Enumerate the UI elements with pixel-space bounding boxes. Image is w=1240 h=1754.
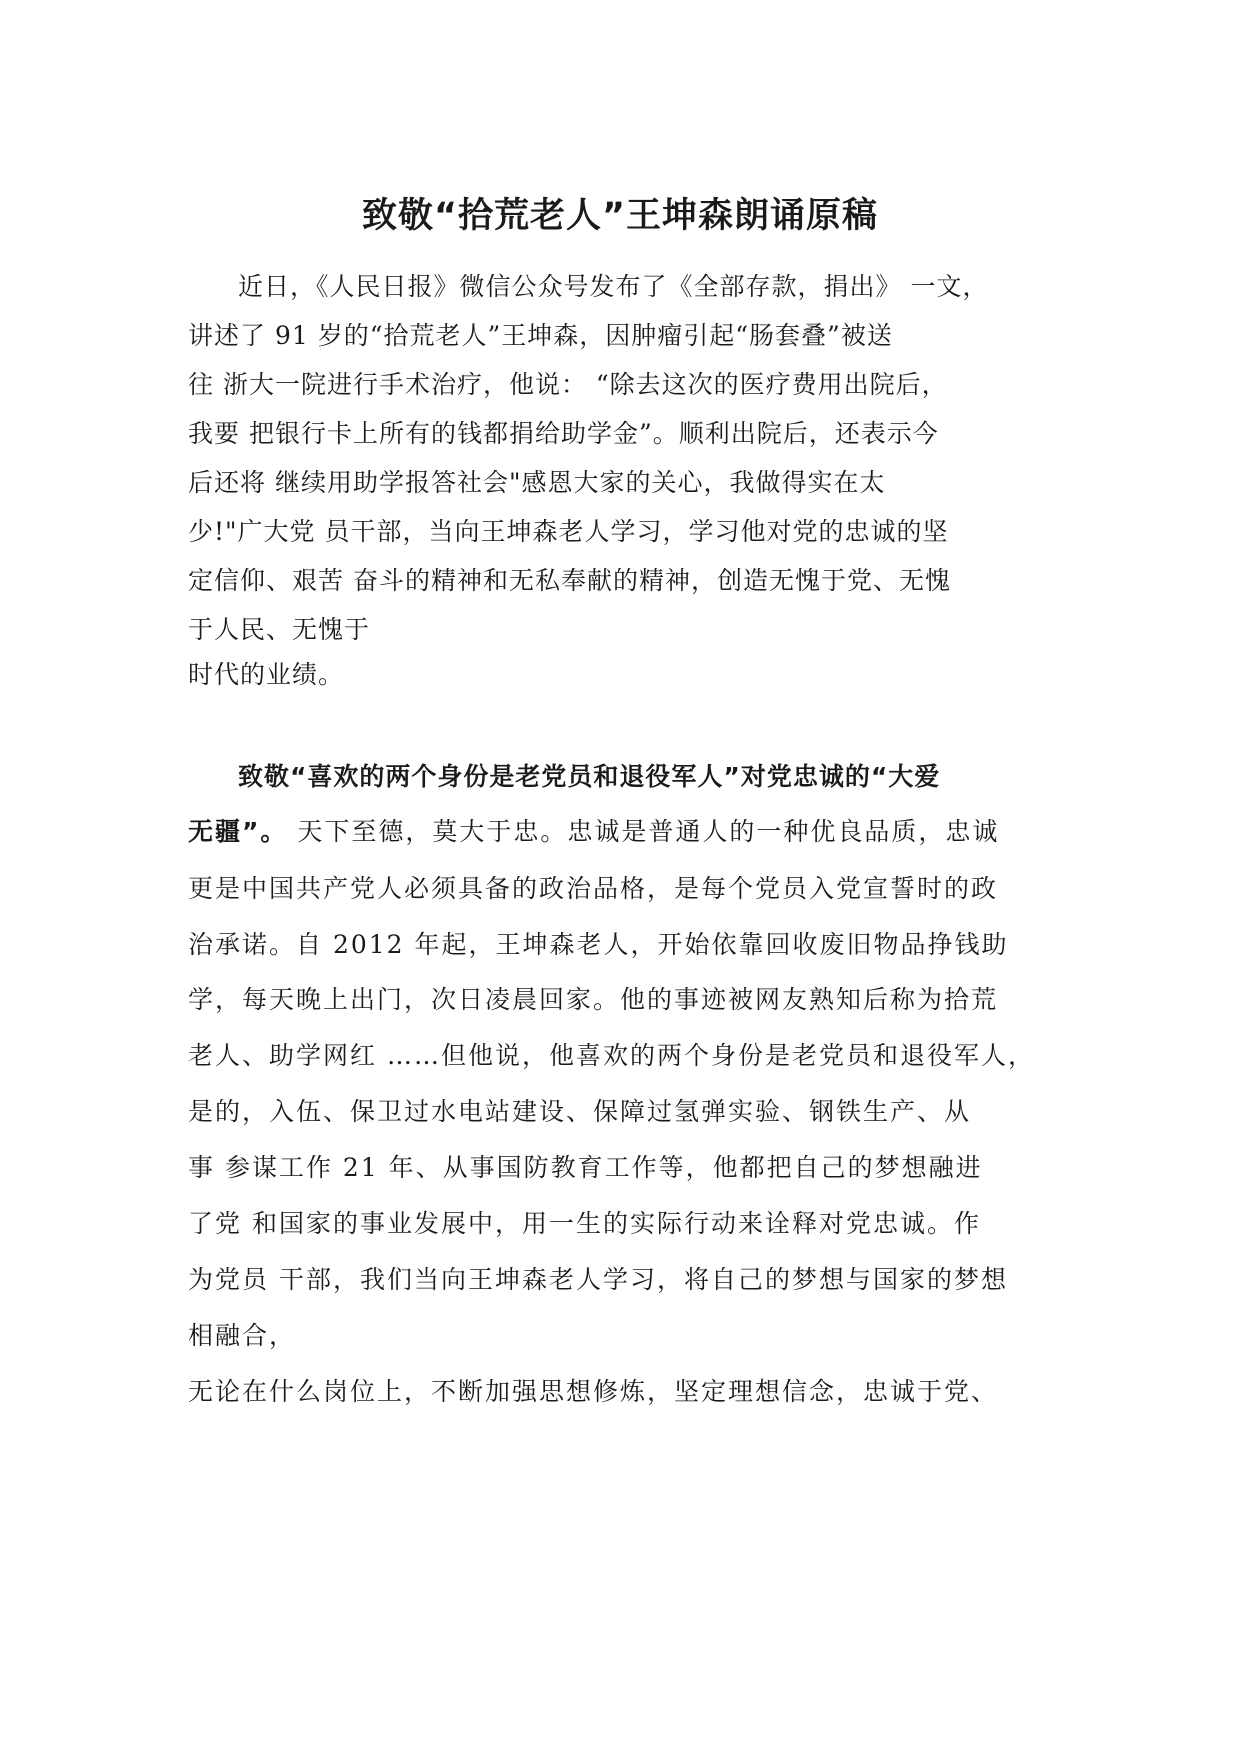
paragraph-2-line-7: 事 参谋工作 21 年、从事国防教育工作等，他都把自己的梦想融进 <box>188 1153 983 1182</box>
paragraph-1-line-5: 后还将 继续用助学报答社会"感恩大家的关心，我做得实在太 <box>188 468 886 497</box>
paragraph-1-line-7: 定信仰、艰苦 奋斗的精神和无私奉献的精神，创造无愧于党、无愧 <box>188 566 951 595</box>
paragraph-2-line-6: 是的，入伍、保卫过水电站建设、保障过氢弹实验、钢铁生产、从 <box>188 1097 972 1126</box>
paragraph-1-line-8: 于人民、无愧于 <box>188 615 371 644</box>
paragraph-2-line-4: 学，每天晚上出门，次日凌晨回家。他的事迹被网友熟知后称为拾荒 <box>188 985 999 1014</box>
paragraph-1-line-4: 我要 把银行卡上所有的钱都捐给助学金”。顺利出院后，还表示今 <box>188 419 939 448</box>
paragraph-2-line-5: 老人、助学网红 ……但他说，他喜欢的两个身份是老党员和退役军人， <box>188 1041 1035 1070</box>
paragraph-2-line-11: 无论在什么岗位上，不断加强思想修炼，坚定理想信念，忠诚于党、 <box>188 1377 999 1406</box>
document-title: 致敬“拾荒老人”王坤森朗诵原稿 <box>361 196 878 236</box>
paragraph-2-line-1 <box>188 812 999 852</box>
paragraph-1-line-9: 时代的业绩。 <box>188 660 345 689</box>
paragraph-1-line-3: 往 浙大一院进行手术治疗，他说： “除去这次的医疗费用出院后， <box>188 370 948 399</box>
paragraph-2-line-10: 相融合， <box>188 1321 297 1350</box>
paragraph-1-line-6: 少!"广大党 员干部，当向王坤森老人学习，学习他对党的忠诚的坚 <box>188 517 949 546</box>
paragraph-2-heading-end: 无疆”。 <box>188 817 288 846</box>
paragraph-2-line-3: 治承诺。自 2012 年起，王坤森老人，开始依靠回收废旧物品挣钱助 <box>188 930 1009 959</box>
paragraph-1-line-1: 近日，《人民日报》微信公众号发布了《全部存款，捐出》 一文， <box>238 272 989 301</box>
paragraph-2-line-9: 为党员 干部，我们当向王坤森老人学习，将自己的梦想与国家的梦想 <box>188 1265 1008 1294</box>
paragraph-2-line-2: 更是中国共产党人必须具备的政治品格，是每个党员入党宣誓时的政 <box>188 874 999 903</box>
paragraph-2-heading: 致敬“喜欢的两个身份是老党员和退役军人”对党忠诚的“大爱 <box>238 762 941 791</box>
paragraph-2-line-8: 了党 和国家的事业发展中，用一生的实际行动来诠释对党忠诚。作 <box>188 1209 981 1238</box>
paragraph-2-line-1-text: 天下至德，莫大于忠。忠诚是普通人的一种优良品质，忠诚 <box>287 817 1000 846</box>
paragraph-1-line-2: 讲述了 91 岁的“拾荒老人”王坤森，因肿瘤引起“肠套叠”被送 <box>188 321 893 350</box>
